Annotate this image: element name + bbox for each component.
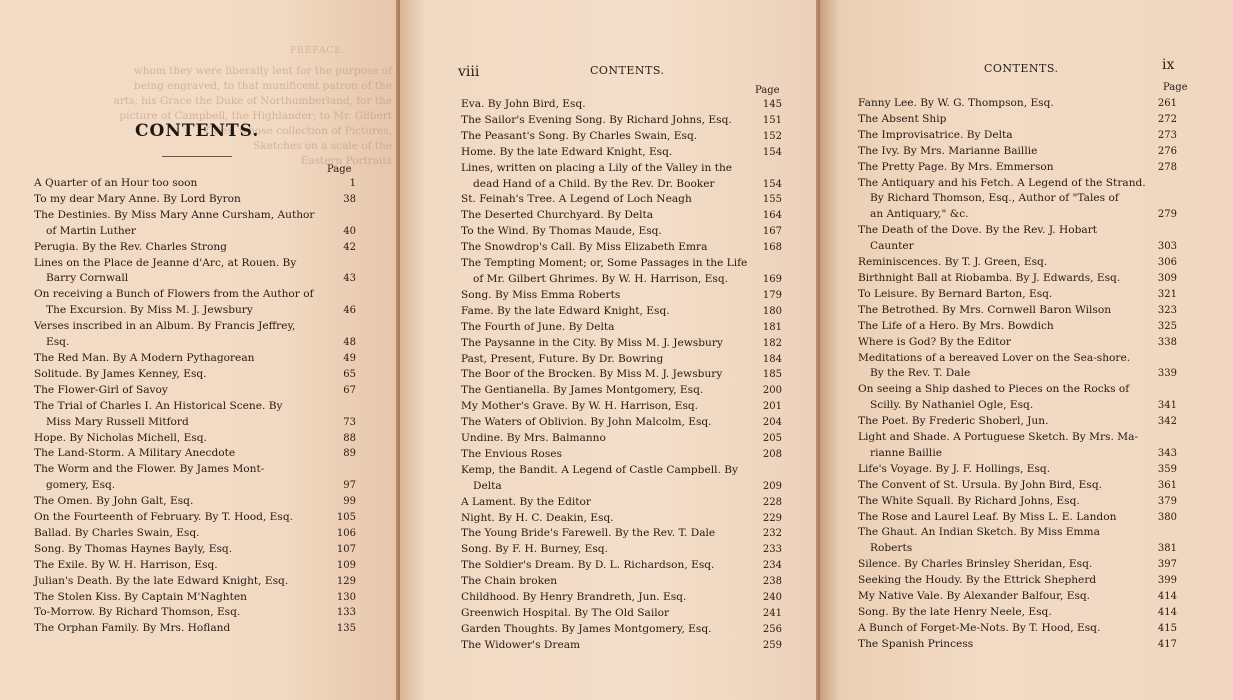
entry-title-line: The Excursion. By Miss M. J. Jewsbury bbox=[46, 304, 253, 317]
entry-page-number: 233 bbox=[762, 544, 782, 556]
contents-entry bbox=[858, 112, 1177, 128]
contents-entry bbox=[858, 589, 1177, 605]
entry-title-line: The Waters of Oblivion. By John Malcolm, Esq. bbox=[461, 416, 712, 429]
entry-title-line: The Young Bride's Farewell. By the Rev. T. Dale bbox=[461, 527, 716, 540]
page-folio: ix bbox=[1162, 57, 1175, 73]
entry-title-line: A Bunch of Forget-Me-Nots. By T. Hood, Esq. bbox=[858, 621, 1101, 634]
entry-title-line: Childhood. By Henry Brandreth, Jun. Esq. bbox=[461, 591, 687, 604]
contents-entry bbox=[461, 511, 782, 527]
contents-entry bbox=[858, 287, 1177, 303]
entry-title-line: Verses inscribed in an Album. By Francis Jeffrey, bbox=[34, 320, 296, 333]
contents-entry bbox=[858, 637, 1177, 653]
contents-entry bbox=[34, 431, 356, 447]
bleed-through-text bbox=[114, 64, 392, 169]
entry-page-number: 135 bbox=[336, 623, 356, 635]
entry-page-number: 228 bbox=[762, 496, 782, 508]
entry-title-line: Undine. By Mrs. Balmanno bbox=[461, 432, 606, 445]
entry-title-line: The Gentianella. By James Montgomery, Esq. bbox=[461, 384, 704, 397]
entry-title-line: Greenwich Hospital. By The Old Sailor bbox=[461, 607, 670, 619]
contents-entry bbox=[858, 478, 1177, 494]
entry-title-line: Esq. bbox=[46, 336, 70, 349]
contents-list-middle bbox=[461, 97, 782, 654]
entry-page-number: 155 bbox=[762, 194, 782, 206]
entry-page-number: 338 bbox=[1157, 336, 1177, 348]
entry-page-number: 415 bbox=[1157, 622, 1177, 634]
contents-entry bbox=[858, 128, 1177, 144]
contents-entry bbox=[858, 462, 1177, 478]
entry-page-number: 341 bbox=[1157, 400, 1177, 412]
contents-entry bbox=[858, 96, 1177, 112]
entry-title-line: Song. By Thomas Haynes Bayly, Esq. bbox=[34, 542, 233, 555]
entry-page-number: 208 bbox=[762, 448, 782, 460]
entry-page-number: 414 bbox=[1157, 607, 1177, 618]
entry-page-number: 168 bbox=[762, 242, 782, 254]
entry-title-line: Eva. By John Bird, Esq. bbox=[461, 98, 586, 110]
entry-title-line: The Death of the Dove. By the Rev. J. Hobart bbox=[858, 224, 1098, 237]
entry-page-number: 145 bbox=[762, 99, 782, 110]
entry-page-number: 200 bbox=[762, 385, 782, 397]
entry-page-number: 379 bbox=[1157, 495, 1177, 507]
entry-page-number: 181 bbox=[762, 321, 782, 333]
contents-entry bbox=[461, 638, 782, 654]
entry-page-number: 273 bbox=[1157, 129, 1177, 141]
entry-page-number: 209 bbox=[762, 480, 782, 492]
entry-title-line: The Worm and the Flower. By James Mont- bbox=[34, 463, 265, 476]
entry-title-line: The Deserted Churchyard. By Delta bbox=[461, 209, 654, 222]
contents-entry bbox=[858, 621, 1177, 637]
entry-page-number: 339 bbox=[1157, 368, 1177, 380]
entry-page-number: 73 bbox=[343, 416, 356, 428]
bleed-through-line: picture of Campbell, the Highlander; to Mr. Gilbert bbox=[119, 110, 392, 122]
contents-entry bbox=[858, 605, 1177, 621]
entry-title-line: Garden Thoughts. By James Montgomery, Esq. bbox=[461, 622, 712, 635]
contents-entry bbox=[461, 256, 782, 288]
entry-title-line: The Boor of the Brocken. By Miss M. J. Jewsbury bbox=[461, 368, 723, 381]
contents-entry bbox=[461, 558, 782, 574]
bleed-through-line: Sketches on a scale of the bbox=[253, 140, 392, 152]
contents-entry bbox=[34, 558, 356, 574]
entry-title-line: gomery, Esq. bbox=[46, 479, 116, 492]
entry-title-line: Lines on the Place de Jeanne d'Arc, at Rouen. By bbox=[34, 256, 297, 269]
entry-title-line: Life's Voyage. By J. F. Hollings, Esq. bbox=[858, 462, 1051, 475]
contents-entry bbox=[34, 526, 356, 542]
entry-page-number: 380 bbox=[1157, 511, 1177, 523]
entry-title-line: A Lament. By the Editor bbox=[461, 495, 591, 508]
entry-page-number: 397 bbox=[1157, 559, 1177, 571]
entry-title-line: The Absent Ship bbox=[858, 112, 947, 125]
entry-title-line: The Stolen Kiss. By Captain M'Naghten bbox=[34, 590, 247, 603]
entry-title-line: The Ivy. By Mrs. Marianne Baillie bbox=[858, 144, 1038, 157]
entry-page-number: 361 bbox=[1157, 479, 1177, 491]
entry-title-line: The Peasant's Song. By Charles Swain, Esq. bbox=[461, 129, 698, 142]
entry-title-line: The Soldier's Dream. By D. L. Richardson, Esq. bbox=[461, 559, 715, 572]
entry-title-line: The Chain broken bbox=[461, 575, 558, 588]
contents-title: CONTENTS. bbox=[135, 121, 260, 141]
contents-entry bbox=[858, 223, 1177, 255]
contents-entry bbox=[858, 430, 1177, 462]
entry-title-line: an Antiquary," &c. bbox=[870, 208, 969, 221]
contents-entry bbox=[858, 510, 1177, 526]
entry-page-number: 306 bbox=[1157, 257, 1177, 269]
contents-entry bbox=[34, 399, 356, 431]
entry-page-number: 179 bbox=[762, 289, 782, 301]
contents-entry bbox=[858, 319, 1177, 335]
entry-title-line: Silence. By Charles Brinsley Sheridan, Esq. bbox=[858, 558, 1093, 571]
entry-page-number: 381 bbox=[1157, 543, 1177, 555]
entry-page-number: 154 bbox=[762, 178, 782, 190]
entry-title-line: Reminiscences. By T. J. Green, Esq. bbox=[858, 256, 1048, 269]
contents-entry bbox=[461, 240, 782, 256]
contents-entry bbox=[461, 336, 782, 352]
contents-entry bbox=[858, 573, 1177, 589]
contents-entry bbox=[34, 351, 356, 367]
contents-entry bbox=[858, 255, 1177, 271]
entry-page-number: 130 bbox=[336, 591, 356, 603]
entry-page-number: 38 bbox=[343, 193, 356, 205]
entry-title-line: Meditations of a bereaved Lover on the Sea-shore. bbox=[858, 351, 1131, 364]
entry-page-number: 152 bbox=[762, 130, 782, 142]
contents-entry bbox=[461, 224, 782, 240]
contents-entry bbox=[34, 510, 356, 526]
entry-title-line: The Antiquary and his Fetch. A Legend of the Strand. bbox=[858, 176, 1146, 189]
entry-page-number: 321 bbox=[1157, 288, 1177, 300]
contents-entry bbox=[461, 590, 782, 606]
entry-page-number: 182 bbox=[762, 337, 782, 349]
entry-page-number: 303 bbox=[1157, 241, 1177, 253]
contents-entry bbox=[34, 192, 356, 208]
entry-title-line: Night. By H. C. Deakin, Esq. bbox=[461, 511, 614, 524]
entry-page-number: 359 bbox=[1157, 463, 1177, 475]
contents-entry bbox=[858, 382, 1177, 414]
contents-entry bbox=[461, 431, 782, 447]
entry-title-line: The Exile. By W. H. Harrison, Esq. bbox=[34, 558, 218, 571]
contents-entry bbox=[858, 303, 1177, 319]
entry-page-number: 279 bbox=[1157, 209, 1177, 221]
entry-title-line: Julian's Death. By the late Edward Knight, Esq. bbox=[34, 574, 289, 587]
entry-page-number: 184 bbox=[762, 353, 782, 365]
entry-title-line: dead Hand of a Child. By the Rev. Dr. Booker bbox=[473, 177, 715, 190]
bleed-through-line: Giles, whose collection of Pictures, bbox=[205, 125, 392, 137]
contents-entry bbox=[461, 495, 782, 511]
entry-title-line: To-Morrow. By Richard Thomson, Esq. bbox=[34, 606, 241, 619]
entry-page-number: 240 bbox=[762, 592, 782, 604]
contents-entry bbox=[34, 176, 356, 192]
entry-page-number: 99 bbox=[343, 496, 356, 508]
entry-page-number: 133 bbox=[336, 607, 356, 619]
contents-entry bbox=[461, 320, 782, 336]
entry-page-number: 180 bbox=[762, 305, 782, 317]
contents-entry bbox=[858, 335, 1177, 351]
entry-page-number: 201 bbox=[762, 401, 782, 413]
contents-entry bbox=[858, 271, 1177, 287]
contents-entry bbox=[461, 463, 782, 495]
entry-title-line: rianne Baillie bbox=[870, 446, 942, 459]
entry-title-line: By Richard Thomson, Esq., Author of "Tales of bbox=[870, 192, 1119, 205]
entry-title-line: The Convent of St. Ursula. By John Bird, Esq. bbox=[858, 478, 1102, 491]
entry-title-line: A Quarter of an Hour too soon bbox=[34, 177, 198, 189]
entry-title-line: Where is God? By the Editor bbox=[858, 335, 1011, 348]
entry-title-line: of Mr. Gilbert Ghrimes. By W. H. Harrison, Esq. bbox=[473, 272, 728, 285]
entry-page-number: 42 bbox=[343, 241, 356, 253]
entry-title-line: My Mother's Grave. By W. H. Harrison, Esq. bbox=[461, 400, 699, 413]
entry-page-number: 151 bbox=[762, 114, 782, 126]
entry-title-line: Song. By Miss Emma Roberts bbox=[461, 288, 621, 301]
entry-page-number: 342 bbox=[1157, 416, 1177, 428]
entry-title-line: Fanny Lee. By W. G. Thompson, Esq. bbox=[858, 97, 1054, 109]
entry-title-line: To my dear Mary Anne. By Lord Byron bbox=[34, 192, 241, 205]
entry-title-line: Home. By the late Edward Knight, Esq. bbox=[461, 145, 673, 158]
entry-page-number: 417 bbox=[1157, 638, 1177, 650]
contents-list-left bbox=[34, 176, 356, 637]
entry-page-number: 167 bbox=[762, 226, 782, 238]
entry-page-number: 154 bbox=[762, 146, 782, 158]
contents-entry bbox=[858, 160, 1177, 176]
entry-title-line: Song. By F. H. Burney, Esq. bbox=[461, 543, 608, 556]
entry-page-number: 67 bbox=[343, 384, 356, 396]
entry-page-number: 276 bbox=[1157, 145, 1177, 157]
contents-entry bbox=[461, 304, 782, 320]
contents-entry bbox=[461, 352, 782, 368]
contents-entry bbox=[461, 542, 782, 558]
entry-page-number: 323 bbox=[1157, 304, 1177, 316]
contents-entry bbox=[34, 605, 356, 621]
running-header: CONTENTS. bbox=[590, 64, 665, 77]
contents-entry bbox=[461, 192, 782, 208]
entry-title-line: The Land-Storm. A Military Anecdote bbox=[34, 447, 236, 460]
entry-title-line: Scilly. By Nathaniel Ogle, Esq. bbox=[870, 399, 1034, 412]
entry-page-number: 105 bbox=[336, 512, 356, 524]
right-page bbox=[820, 0, 1233, 700]
entry-title-line: The Betrothed. By Mrs. Cornwell Baron Wilson bbox=[858, 303, 1112, 316]
entry-title-line: Kemp, the Bandit. A Legend of Castle Campbell. By bbox=[461, 463, 738, 476]
entry-title-line: By the Rev. T. Dale bbox=[870, 367, 971, 380]
entry-page-number: 256 bbox=[762, 623, 782, 635]
contents-entry bbox=[34, 383, 356, 399]
contents-entry bbox=[34, 462, 356, 494]
entry-title-line: The Orphan Family. By Mrs. Hofland bbox=[34, 622, 231, 635]
entry-page-number: 106 bbox=[336, 527, 356, 539]
running-header: CONTENTS. bbox=[984, 62, 1059, 75]
entry-title-line: Past, Present, Future. By Dr. Bowring bbox=[461, 352, 664, 365]
contents-entry bbox=[461, 622, 782, 638]
entry-page-number: 234 bbox=[762, 560, 782, 572]
entry-page-number: 414 bbox=[1157, 591, 1177, 603]
entry-title-line: The Tempting Moment; or, Some Passages in the Life bbox=[461, 257, 748, 270]
entry-page-number: 325 bbox=[1157, 320, 1177, 332]
entry-title-line: Fame. By the late Edward Knight, Esq. bbox=[461, 304, 670, 317]
entry-page-number: 48 bbox=[343, 337, 356, 349]
bleed-through-line: whom they were liberally lent for the purpose of bbox=[133, 65, 392, 77]
entry-title-line: Light and Shade. A Portuguese Sketch. By Mrs. Ma- bbox=[858, 431, 1138, 444]
entry-title-line: To the Wind. By Thomas Maude, Esq. bbox=[461, 225, 662, 238]
entry-page-number: 97 bbox=[343, 480, 356, 492]
entry-title-line: Caunter bbox=[870, 240, 914, 253]
entry-page-number: 229 bbox=[762, 512, 782, 524]
entry-title-line: The Sailor's Evening Song. By Richard Johns, Esq. bbox=[461, 113, 732, 126]
entry-title-line: Miss Mary Russell Mitford bbox=[46, 415, 189, 428]
contents-entry bbox=[34, 240, 356, 256]
entry-page-number: 49 bbox=[343, 352, 356, 364]
contents-entry bbox=[461, 415, 782, 431]
entry-page-number: 399 bbox=[1157, 575, 1177, 587]
entry-page-number: 343 bbox=[1157, 447, 1177, 459]
entry-page-number: 109 bbox=[336, 559, 356, 571]
contents-entry bbox=[858, 494, 1177, 510]
contents-entry bbox=[461, 208, 782, 224]
entry-page-number: 261 bbox=[1157, 98, 1177, 109]
contents-entry bbox=[34, 621, 356, 637]
contents-entry bbox=[34, 574, 356, 590]
entry-page-number: 185 bbox=[762, 369, 782, 381]
entry-page-number: 89 bbox=[343, 448, 356, 460]
entry-page-number: 232 bbox=[762, 528, 782, 540]
page-column-label: Page bbox=[327, 164, 352, 175]
entry-page-number: 272 bbox=[1157, 113, 1177, 125]
entry-title-line: The Spanish Princess bbox=[858, 637, 974, 650]
entry-title-line: St. Feinah's Tree. A Legend of Loch Neagh bbox=[461, 193, 692, 206]
entry-title-line: The Paysanne in the City. By Miss M. J. Jewsbury bbox=[461, 336, 723, 349]
entry-title-line: The Poet. By Frederic Shoberl, Jun. bbox=[858, 415, 1049, 428]
entry-page-number: 278 bbox=[1157, 161, 1177, 173]
entry-page-number: 46 bbox=[343, 305, 356, 317]
contents-entry bbox=[858, 414, 1177, 430]
entry-title-line: The Envious Roses bbox=[461, 447, 562, 460]
entry-title-line: The Destinies. By Miss Mary Anne Cursham, Author bbox=[34, 208, 315, 221]
contents-entry bbox=[461, 97, 782, 113]
entry-title-line: The Pretty Page. By Mrs. Emmerson bbox=[858, 160, 1054, 173]
entry-title-line: The Widower's Dream bbox=[461, 638, 581, 651]
contents-entry bbox=[461, 129, 782, 145]
entry-page-number: 43 bbox=[343, 273, 356, 285]
entry-title-line: The White Squall. By Richard Johns, Esq. bbox=[858, 494, 1080, 507]
bleed-through-title: PREFACE. bbox=[290, 46, 346, 56]
entry-title-line: My Native Vale. By Alexander Balfour, Esq. bbox=[858, 590, 1091, 603]
entry-title-line: Barry Cornwall bbox=[46, 272, 129, 285]
entry-page-number: 169 bbox=[762, 273, 782, 285]
title-rule bbox=[162, 156, 232, 157]
entry-title-line: To Leisure. By Bernard Barton, Esq. bbox=[858, 287, 1053, 300]
entry-title-line: The Flower-Girl of Savoy bbox=[34, 383, 168, 396]
contents-entry bbox=[858, 525, 1177, 557]
entry-page-number: 238 bbox=[762, 576, 782, 588]
contents-entry bbox=[858, 351, 1177, 383]
contents-entry bbox=[461, 161, 782, 193]
left-page bbox=[0, 0, 398, 700]
contents-entry bbox=[34, 590, 356, 606]
entry-page-number: 309 bbox=[1157, 272, 1177, 284]
bleed-through-line: arts, his Grace the Duke of Northumberland, for the bbox=[113, 95, 392, 107]
entry-page-number: 204 bbox=[762, 417, 782, 429]
entry-page-number: 129 bbox=[336, 575, 356, 587]
contents-entry bbox=[461, 113, 782, 129]
contents-entry bbox=[461, 574, 782, 590]
entry-page-number: 241 bbox=[762, 608, 782, 619]
entry-title-line: The Rose and Laurel Leaf. By Miss L. E. Landon bbox=[858, 510, 1117, 523]
contents-list-right bbox=[858, 96, 1177, 653]
entry-title-line: On seeing a Ship dashed to Pieces on the Rocks of bbox=[858, 383, 1130, 396]
entry-title-line: of Martin Luther bbox=[46, 224, 137, 237]
entry-title-line: The Red Man. By A Modern Pythagorean bbox=[34, 351, 255, 364]
entry-page-number: 164 bbox=[762, 210, 782, 222]
contents-entry bbox=[34, 542, 356, 558]
page-folio: viii bbox=[458, 64, 480, 80]
entry-title-line: The Fourth of June. By Delta bbox=[461, 320, 615, 333]
entry-title-line: Hope. By Nicholas Michell, Esq. bbox=[34, 431, 207, 444]
contents-entry bbox=[34, 494, 356, 510]
contents-entry bbox=[34, 287, 356, 319]
entry-page-number: 259 bbox=[762, 639, 782, 651]
entry-title-line: Delta bbox=[473, 479, 502, 492]
entry-title-line: Song. By the late Henry Neele, Esq. bbox=[858, 606, 1052, 618]
contents-entry bbox=[461, 526, 782, 542]
entry-page-number: 65 bbox=[343, 368, 356, 380]
entry-page-number: 40 bbox=[343, 225, 356, 237]
entry-title-line: The Snowdrop's Call. By Miss Elizabeth Emra bbox=[461, 241, 708, 254]
contents-entry bbox=[858, 144, 1177, 160]
contents-entry bbox=[34, 446, 356, 462]
entry-title-line: On receiving a Bunch of Flowers from the Author of bbox=[34, 288, 314, 301]
contents-entry bbox=[461, 606, 782, 622]
contents-entry bbox=[858, 557, 1177, 573]
contents-entry bbox=[34, 367, 356, 383]
middle-page bbox=[400, 0, 820, 700]
entry-title-line: Perugia. By the Rev. Charles Strong bbox=[34, 240, 227, 253]
contents-entry bbox=[461, 399, 782, 415]
contents-entry bbox=[34, 256, 356, 288]
entry-title-line: The Life of a Hero. By Mrs. Bowdich bbox=[858, 319, 1054, 332]
contents-entry bbox=[461, 367, 782, 383]
entry-title-line: Solitude. By James Kenney, Esq. bbox=[34, 367, 207, 380]
contents-entry bbox=[461, 145, 782, 161]
entry-title-line: Lines, written on placing a Lily of the Valley in the bbox=[461, 161, 733, 174]
entry-page-number: 205 bbox=[762, 433, 782, 445]
entry-title-line: Roberts bbox=[870, 542, 913, 555]
entry-title-line: The Improvisatrice. By Delta bbox=[858, 128, 1013, 141]
entry-title-line: The Trial of Charles I. An Historical Scene. By bbox=[34, 399, 283, 412]
contents-entry bbox=[461, 288, 782, 304]
entry-title-line: The Omen. By John Galt, Esq. bbox=[34, 495, 194, 508]
contents-entry bbox=[34, 319, 356, 351]
entry-title-line: Birthnight Ball at Riobamba. By J. Edwards, Esq. bbox=[858, 271, 1121, 284]
page-column-label: Page bbox=[755, 85, 780, 96]
entry-page-number: 88 bbox=[343, 432, 356, 444]
entry-title-line: Ballad. By Charles Swain, Esq. bbox=[34, 526, 200, 539]
entry-title-line: On the Fourteenth of February. By T. Hood, Esq. bbox=[34, 511, 293, 524]
bleed-through-line: being engraved, to that munificent patron of the bbox=[134, 80, 392, 92]
contents-entry bbox=[34, 208, 356, 240]
page-column-label: Page bbox=[1163, 82, 1188, 93]
entry-page-number: 1 bbox=[349, 178, 356, 189]
entry-page-number: 107 bbox=[336, 543, 356, 555]
bleed-through-line: Eastern Portraits bbox=[300, 155, 392, 167]
entry-title-line: Seeking the Houdy. By the Ettrick Shepherd bbox=[858, 574, 1097, 587]
contents-entry bbox=[858, 176, 1177, 224]
entry-title-line: The Ghaut. An Indian Sketch. By Miss Emma bbox=[858, 526, 1100, 539]
contents-entry bbox=[461, 383, 782, 399]
contents-entry bbox=[461, 447, 782, 463]
